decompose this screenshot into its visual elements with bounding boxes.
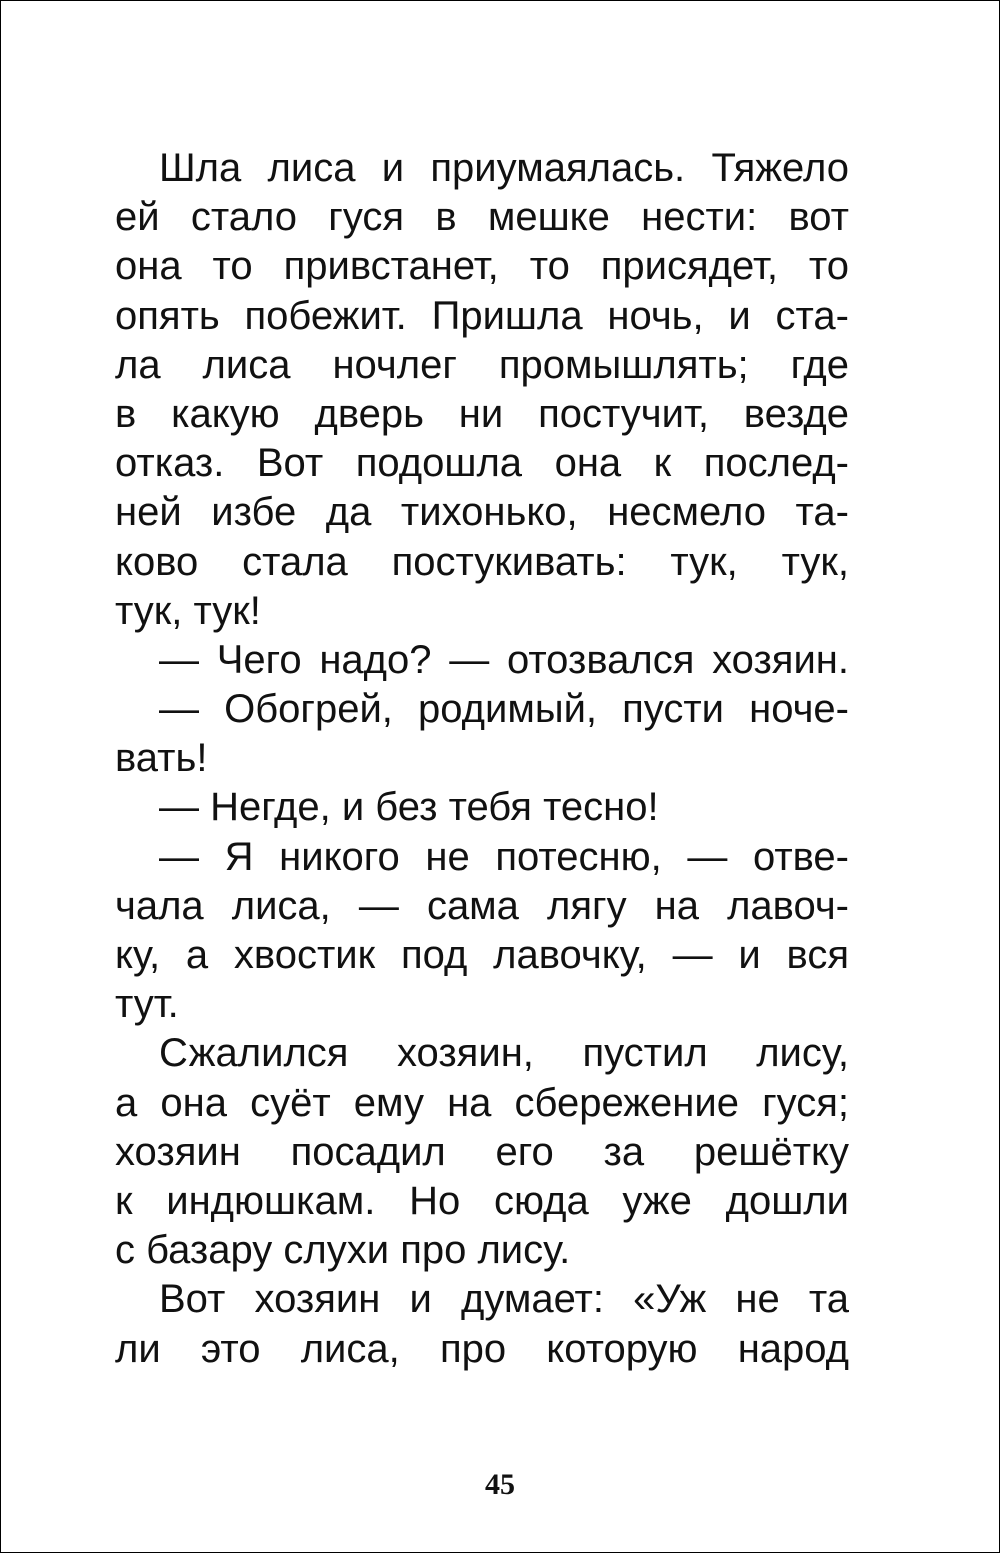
text-line: Шла лиса и приумаялась. Тяжело <box>159 146 849 190</box>
text-line: ла лиса ночлег промышлять; где <box>115 342 849 387</box>
text-line: к индюшкам. Но сюда уже дошли <box>115 1178 849 1223</box>
text-line: отказ. Вот подошла она к послед- <box>115 441 849 486</box>
text-line: — Чего надо? — отозвался хозяин. <box>159 637 849 682</box>
text-line: чала лиса, — сама лягу на лавоч- <box>115 883 849 928</box>
text-line: с базару слухи про лису. <box>115 1228 571 1273</box>
text-line: ей стало гуся в мешке нести: вот <box>115 195 849 240</box>
text-line: она то привстанет, то присядет, то <box>115 244 849 289</box>
text-line: тут. <box>115 982 179 1027</box>
text-line: ли это лиса, про которую народ <box>115 1326 849 1371</box>
text-line: хозяин посадил его за решётку <box>115 1129 849 1174</box>
text-line: ку, а хвостик под лавочку, — и вся <box>115 933 849 977</box>
text-line: тук, тук! <box>115 588 261 633</box>
text-line: вать! <box>115 736 208 781</box>
text-line: а она суёт ему на сбережение гуся; <box>115 1080 849 1125</box>
page-number: 45 <box>485 1468 515 1501</box>
text-line: ней избе да тихонько, несмело та- <box>115 490 849 535</box>
text-line: опять побежит. Пришла ночь, и ста- <box>115 293 849 338</box>
text-line: — Негде, и без тебя тесно! <box>159 785 659 830</box>
text-line: — Обогрей, родимый, пусти ноче- <box>159 687 849 732</box>
text-line: Сжалился хозяин, пустил лису, <box>159 1031 849 1076</box>
text-line: Вот хозяин и думает: «Уж не та <box>159 1277 849 1322</box>
text-line: — Я никого не потесню, — отве- <box>159 834 849 879</box>
text-line: ково стала постукивать: тук, тук, <box>115 539 849 584</box>
body-text <box>115 144 849 1374</box>
text-line: в какую дверь ни постучит, везде <box>115 391 849 436</box>
